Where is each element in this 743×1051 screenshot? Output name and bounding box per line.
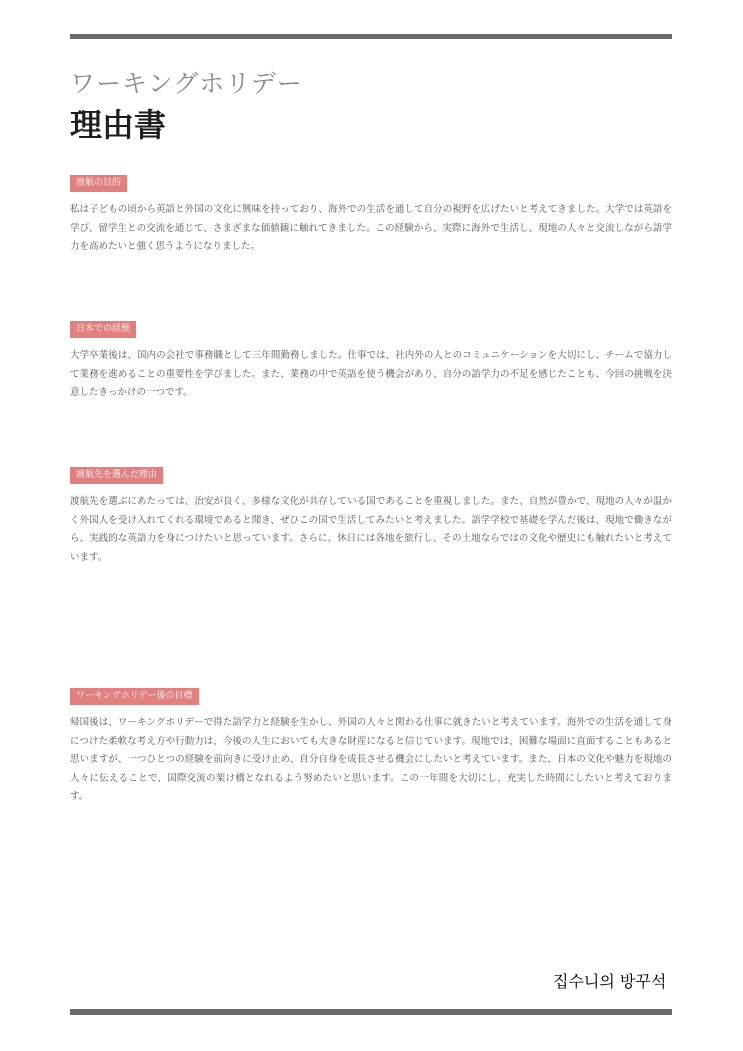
signature: 집수니의 방꾸석 [553, 972, 667, 991]
section-text: 大学卒業後は、国内の会社で事務職として三年間勤務しました。仕事では、社内外の人とのコミュニケーションを大切にし、チームで協力して業務を進めることの重要性を学びました。また、業務の中で英語を使う機会があり、自分の語学力の不足を感じたことも、今回の挑戦を決意したきっかけの一つです。 [70, 350, 672, 398]
section-label: 渡航先を選んだ理由 [70, 467, 163, 484]
section-body [70, 493, 672, 567]
bottom-rule [70, 1009, 672, 1015]
page-title: 理由書 [70, 106, 167, 144]
section-body [70, 201, 672, 257]
section-body [70, 347, 672, 403]
section-body [70, 714, 672, 807]
section-destination [70, 462, 672, 567]
section-career [70, 316, 672, 403]
top-rule [70, 34, 672, 39]
section-text: 帰国後は、ワーキングホリデーで得た語学力と経験を生かし、外国の人々と関わる仕事に就きたいと考えています。海外での生活を通して身につけた柔軟な考え方や行動力は、今後の人生においても大きな財産になると信じています。現地では、困難な場面に直面することもあると思いますが、一つひとつの経験を前向きに受け止め、自分自身を成長させる機会にしたいと考えています。また、日本の文化や魅力を現地の人々に伝えることで、国際交流の架け橋となれるよう努めたいと思います。この一年間を大切にし、充実した時間にしたいと考えております。 [70, 717, 672, 802]
section-text: 渡航先を選ぶにあたっては、治安が良く、多様な文化が共存している国であることを重視しました。また、自然が豊かで、現地の人々が温かく外国人を受け入れてくれる環境であると聞き、ぜひこの国で生活してみたいと考えました。語学学校で基礎を学んだ後は、現地で働きながら、実践的な英語力を身につけたいと思っています。さらに、休日には各地を旅行し、その土地ならではの文化や歴史にも触れたいと考えています。 [70, 496, 672, 563]
section-label: ワーキングホリデー後の目標 [70, 688, 199, 705]
section-text: 私は子どもの頃から英語と外国の文化に興味を持っており、海外での生活を通して自分の視野を広げたいと考えてきました。大学では英語を学び、留学生との交流を通じて、さまざまな価値観に触れてきました。この経験から、実際に海外で生活し、現地の人々と交流しながら語学力を高めたいと強く思うようになりました。 [70, 204, 672, 252]
section-purpose [70, 170, 672, 257]
section-label: 渡航の目的 [70, 175, 127, 192]
section-label: 日本での経歴 [70, 321, 136, 338]
page-subtitle: ワーキングホリデー [70, 69, 303, 98]
section-goals [70, 683, 672, 807]
